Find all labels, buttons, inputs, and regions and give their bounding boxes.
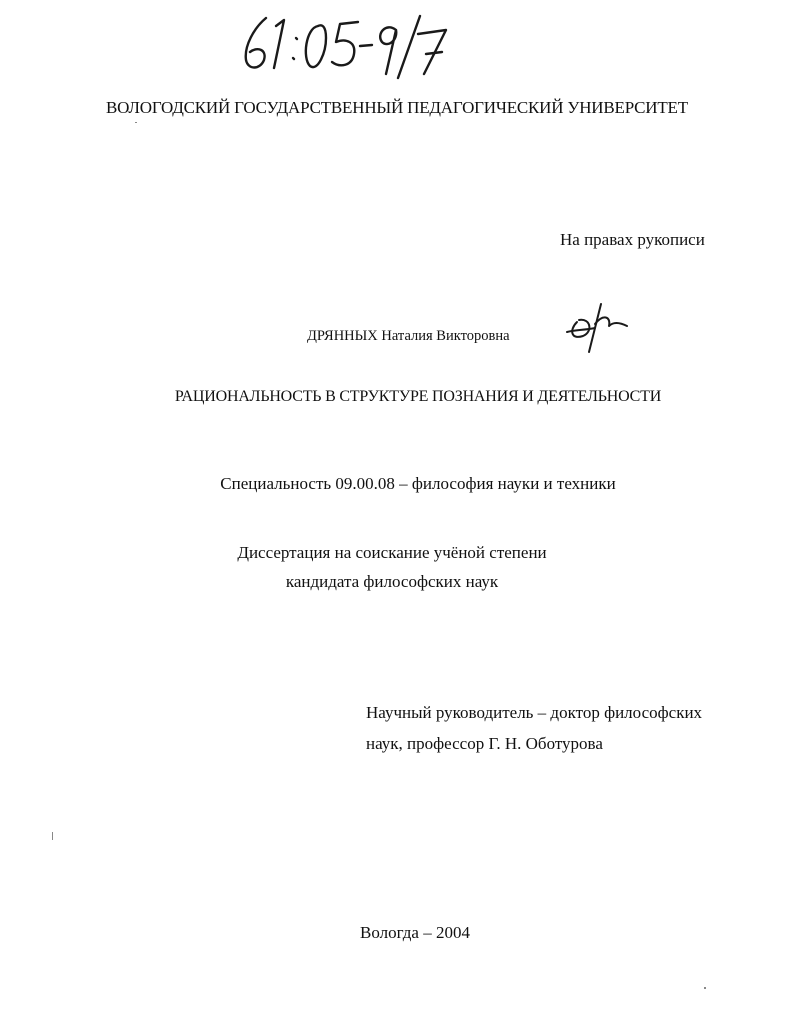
- handwritten-signature: [565, 300, 635, 354]
- dissertation-title: РАЦИОНАЛЬНОСТЬ В СТРУКТУРЕ ПОЗНАНИЯ И ДЕЯТЕЛЬНОСТИ: [174, 388, 662, 405]
- university-name: ВОЛОГОДСКИЙ ГОСУДАРСТВЕННЫЙ ПЕДАГОГИЧЕСКИЙ УНИВЕРСИТЕТ: [106, 98, 688, 117]
- supervisor-line-1: Научный руководитель – доктор философских: [366, 703, 703, 722]
- specialty: Специальность 09.00.08 – философия науки и техники: [220, 474, 616, 493]
- handwritten-archive-code: [232, 12, 462, 82]
- scan-mark: [52, 832, 53, 840]
- scan-mark: [704, 987, 706, 989]
- author-name: ДРЯННЫХ Наталия Викторовна: [307, 328, 510, 344]
- dissertation-line-2: кандидата философских наук: [285, 572, 499, 591]
- scan-mark: [135, 122, 137, 123]
- supervisor-line-2: наук, профессор Г. Н. Оботурова: [366, 734, 603, 753]
- city-year: Вологда – 2004: [360, 923, 470, 942]
- dissertation-degree: [0, 538, 784, 596]
- supervisor-block: [366, 697, 746, 759]
- rights-note: На правах рукописи: [560, 230, 705, 249]
- dissertation-line-1: Диссертация на соискание учёной степени: [237, 543, 547, 562]
